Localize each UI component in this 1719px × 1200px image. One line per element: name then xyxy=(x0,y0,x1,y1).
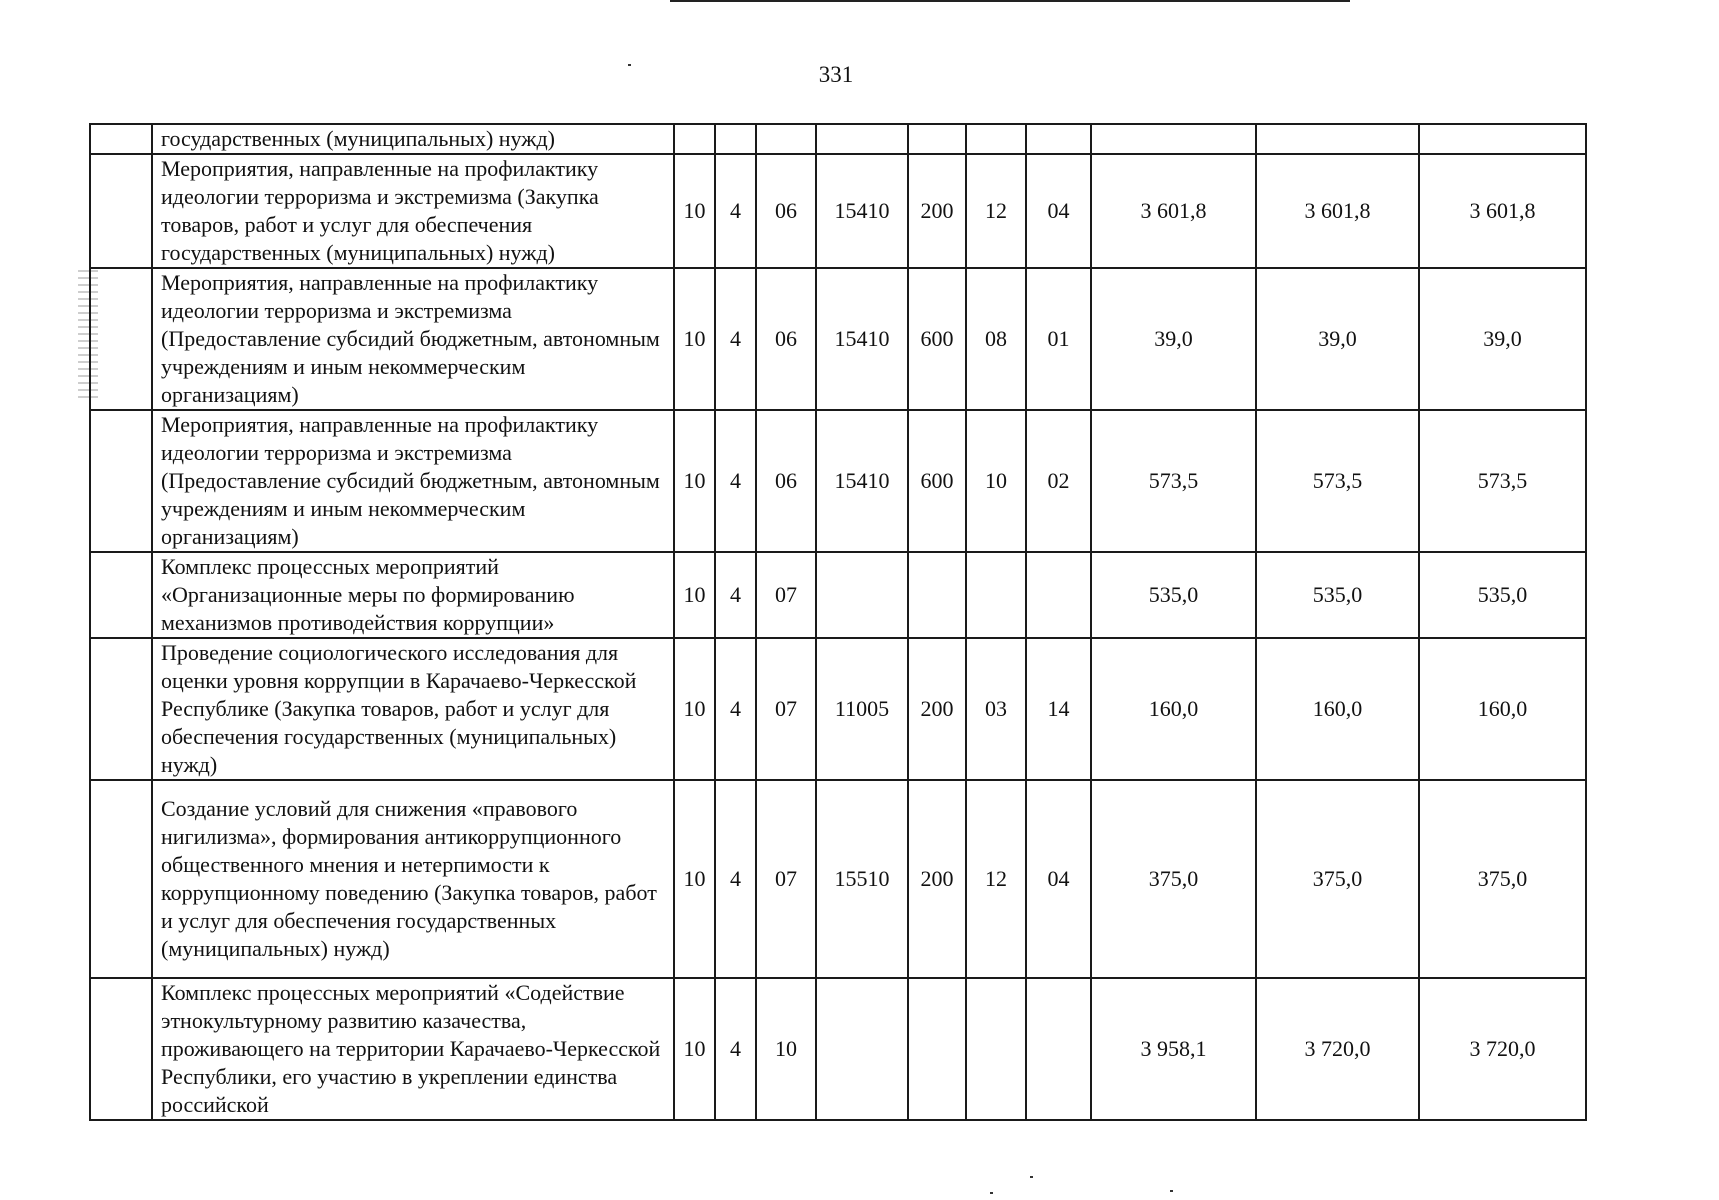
description-cell: Комплекс процессных мероприятий «Организационные меры по формированию механизмов противодействия коррупции» xyxy=(152,552,674,638)
code-cell: 10 xyxy=(756,978,816,1120)
description-cell: Создание условий для снижения «правового нигилизма», формирования антикоррупционного общественного мнения и нетерпимости к коррупционному поведению (Закупка товаров, работ и услуг для обеспечения государственных (муниципальных) нужд) xyxy=(152,780,674,978)
code-cell xyxy=(966,978,1026,1120)
code-cell: 10 xyxy=(674,552,715,638)
code-cell: 200 xyxy=(908,780,966,978)
code-cell: 600 xyxy=(908,410,966,552)
amount-cell: 160,0 xyxy=(1256,638,1419,780)
amount-cell: 573,5 xyxy=(1419,410,1586,552)
code-cell: 07 xyxy=(756,780,816,978)
code-cell: 08 xyxy=(966,268,1026,410)
code-cell: 600 xyxy=(908,268,966,410)
table-row xyxy=(90,552,1586,638)
code-cell xyxy=(816,978,908,1120)
description-cell: Комплекс процессных мероприятий «Содействие этнокультурному развитию казачества, проживающего на территории Карачаево-Черкесской Республики, его участию в укреплении единства российской xyxy=(152,978,674,1120)
table-row xyxy=(90,638,1586,780)
page-number: 331 xyxy=(818,62,854,87)
code-cell: 10 xyxy=(674,780,715,978)
code-cell: 06 xyxy=(756,154,816,268)
budget-table xyxy=(89,123,1587,1121)
code-cell xyxy=(966,552,1026,638)
code-cell: 03 xyxy=(966,638,1026,780)
code-cell: 15410 xyxy=(816,154,908,268)
code-cell: 4 xyxy=(715,410,756,552)
row-index-cell xyxy=(90,978,152,1120)
code-cell xyxy=(908,978,966,1120)
code-cell xyxy=(715,124,756,154)
code-cell xyxy=(908,124,966,154)
amount-cell: 573,5 xyxy=(1256,410,1419,552)
code-cell xyxy=(674,124,715,154)
code-cell: 10 xyxy=(674,154,715,268)
code-cell: 11005 xyxy=(816,638,908,780)
code-cell: 15410 xyxy=(816,268,908,410)
code-cell xyxy=(816,552,908,638)
code-cell: 10 xyxy=(674,410,715,552)
row-index-cell xyxy=(90,124,152,154)
code-cell: 4 xyxy=(715,780,756,978)
amount-cell: 535,0 xyxy=(1256,552,1419,638)
code-cell: 07 xyxy=(756,638,816,780)
code-cell: 12 xyxy=(966,780,1026,978)
code-cell: 4 xyxy=(715,978,756,1120)
table-row xyxy=(90,154,1586,268)
row-index-cell xyxy=(90,268,152,410)
code-cell: 14 xyxy=(1026,638,1091,780)
description-cell: Мероприятия, направленные на профилактику идеологии терроризма и экстремизма (Предоставление субсидий бюджетным, автономным учреждениям и иным некоммерческим организациям) xyxy=(152,268,674,410)
table-row xyxy=(90,780,1586,978)
amount-cell: 3 601,8 xyxy=(1091,154,1256,268)
code-cell: 15410 xyxy=(816,410,908,552)
code-cell: 02 xyxy=(1026,410,1091,552)
code-cell: 10 xyxy=(674,268,715,410)
amount-cell: 39,0 xyxy=(1419,268,1586,410)
code-cell: 4 xyxy=(715,552,756,638)
description-cell: Мероприятия, направленные на профилактику идеологии терроризма и экстремизма (Предоставление субсидий бюджетным, автономным учреждениям и иным некоммерческим организациям) xyxy=(152,410,674,552)
table-row xyxy=(90,268,1586,410)
code-cell: 10 xyxy=(674,638,715,780)
description-cell: Проведение социологического исследования для оценки уровня коррупции в Карачаево-Черкесской Республике (Закупка товаров, работ и услуг для обеспечения государственных (муниципальных) нужд) xyxy=(152,638,674,780)
amount-cell: 535,0 xyxy=(1091,552,1256,638)
row-index-cell xyxy=(90,552,152,638)
code-cell: 15510 xyxy=(816,780,908,978)
code-cell: 10 xyxy=(966,410,1026,552)
amount-cell: 160,0 xyxy=(1091,638,1256,780)
amount-cell xyxy=(1256,124,1419,154)
amount-cell: 3 601,8 xyxy=(1256,154,1419,268)
table-row xyxy=(90,124,1586,154)
amount-cell xyxy=(1091,124,1256,154)
code-cell: 04 xyxy=(1026,780,1091,978)
description-cell: Мероприятия, направленные на профилактику идеологии терроризма и экстремизма (Закупка товаров, работ и услуг для обеспечения государственных (муниципальных) нужд) xyxy=(152,154,674,268)
code-cell xyxy=(756,124,816,154)
code-cell: 06 xyxy=(756,268,816,410)
code-cell xyxy=(1026,978,1091,1120)
top-border-line xyxy=(670,0,1350,2)
amount-cell: 375,0 xyxy=(1091,780,1256,978)
scan-speck xyxy=(1170,1190,1173,1192)
scan-speck xyxy=(628,64,631,66)
amount-cell: 3 958,1 xyxy=(1091,978,1256,1120)
table-row xyxy=(90,410,1586,552)
code-cell: 200 xyxy=(908,154,966,268)
scan-speck xyxy=(990,1192,993,1194)
row-index-cell xyxy=(90,780,152,978)
amount-cell: 160,0 xyxy=(1419,638,1586,780)
code-cell: 200 xyxy=(908,638,966,780)
code-cell xyxy=(1026,124,1091,154)
code-cell: 12 xyxy=(966,154,1026,268)
code-cell xyxy=(816,124,908,154)
row-index-cell xyxy=(90,638,152,780)
code-cell: 07 xyxy=(756,552,816,638)
code-cell xyxy=(1026,552,1091,638)
row-index-cell xyxy=(90,410,152,552)
amount-cell: 39,0 xyxy=(1091,268,1256,410)
table-row xyxy=(90,978,1586,1120)
amount-cell: 3 720,0 xyxy=(1256,978,1419,1120)
amount-cell: 39,0 xyxy=(1256,268,1419,410)
code-cell: 01 xyxy=(1026,268,1091,410)
row-index-cell xyxy=(90,154,152,268)
amount-cell xyxy=(1419,124,1586,154)
scan-speck xyxy=(1030,1176,1033,1178)
code-cell: 10 xyxy=(674,978,715,1120)
code-cell xyxy=(966,124,1026,154)
amount-cell: 535,0 xyxy=(1419,552,1586,638)
amount-cell: 3 720,0 xyxy=(1419,978,1586,1120)
amount-cell: 573,5 xyxy=(1091,410,1256,552)
description-cell: государственных (муниципальных) нужд) xyxy=(152,124,674,154)
code-cell: 4 xyxy=(715,154,756,268)
amount-cell: 375,0 xyxy=(1419,780,1586,978)
amount-cell: 375,0 xyxy=(1256,780,1419,978)
amount-cell: 3 601,8 xyxy=(1419,154,1586,268)
code-cell: 4 xyxy=(715,638,756,780)
code-cell: 04 xyxy=(1026,154,1091,268)
code-cell xyxy=(908,552,966,638)
code-cell: 4 xyxy=(715,268,756,410)
code-cell: 06 xyxy=(756,410,816,552)
